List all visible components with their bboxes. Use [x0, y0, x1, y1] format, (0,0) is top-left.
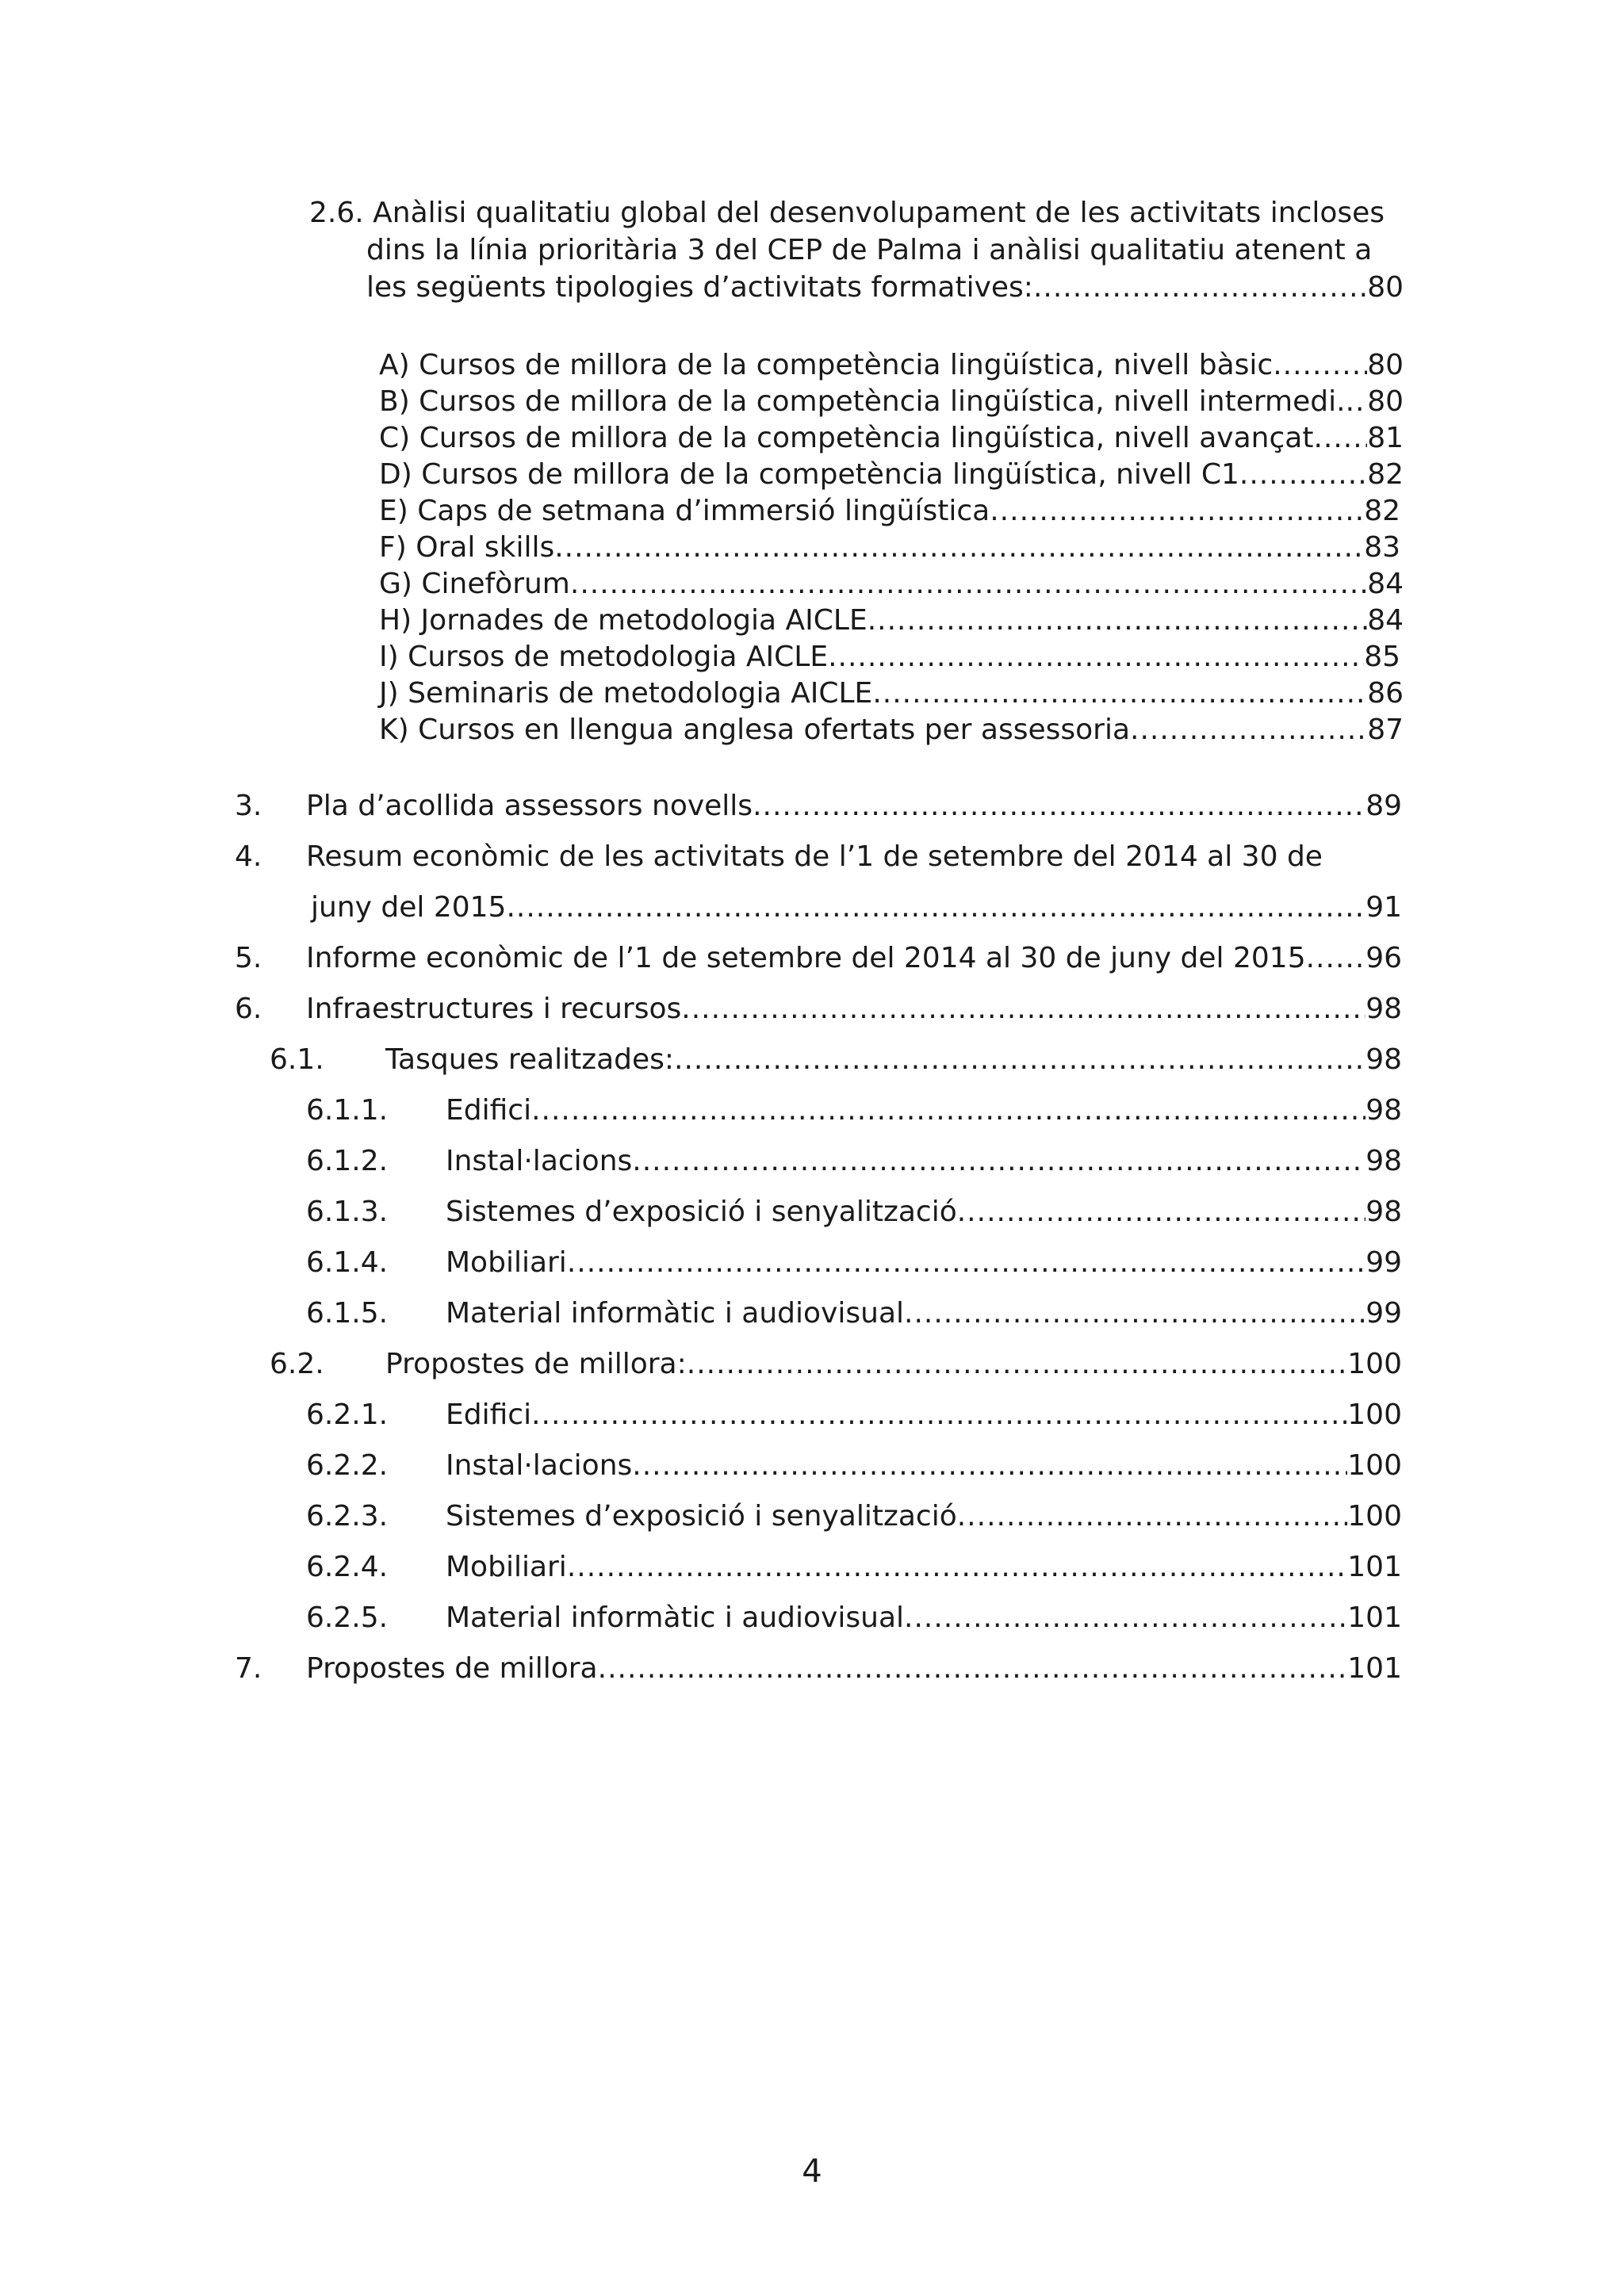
- toc-number-6-1-1: 6.1.1.: [306, 1094, 389, 1127]
- toc-entry-text: juny del 2015: [311, 891, 507, 924]
- dot-leader: [957, 1498, 1348, 1535]
- toc-page-number: 80: [1367, 271, 1404, 304]
- dot-leader: [904, 1600, 1347, 1636]
- toc-page-number: 98: [1365, 1196, 1402, 1228]
- toc-number-5: 5.: [235, 942, 262, 974]
- toc-entry-text: J) Seminaris de metodologia AICLE: [379, 677, 873, 710]
- toc-number-3: 3.: [235, 790, 262, 822]
- toc-page-number: 101: [1347, 1601, 1402, 1634]
- toc-number-6-2: 6.2.: [270, 1348, 324, 1380]
- toc-number-6-2-4: 6.2.4.: [306, 1551, 389, 1583]
- dot-leader: [1313, 420, 1367, 457]
- toc-entry-text: B) Cursos de millora de la competència lingüística, nivell intermedi.: [379, 385, 1346, 418]
- toc-page-number: 86: [1367, 677, 1404, 710]
- toc-number-6-2-1: 6.2.1.: [306, 1399, 389, 1431]
- toc-page-number: 98: [1365, 1043, 1402, 1076]
- toc-entry-text: Propostes de millora:: [385, 1348, 687, 1380]
- dot-leader: [632, 1143, 1365, 1180]
- dot-leader: [904, 1295, 1365, 1332]
- dot-leader: [567, 1245, 1365, 1281]
- toc-entry-text: Infraestructures i recursos: [306, 993, 682, 1025]
- subitem-f[interactable]: [379, 530, 1400, 566]
- toc-page-number: 100: [1347, 1449, 1402, 1482]
- toc-entry-text: Tasques realitzades:: [385, 1043, 675, 1076]
- toc-entry-text: Instal·lacions: [446, 1449, 633, 1482]
- subitem-b[interactable]: [379, 384, 1404, 420]
- toc-page-number: 80: [1367, 385, 1404, 418]
- dot-leader: [753, 788, 1365, 825]
- subitem-g[interactable]: [379, 566, 1404, 603]
- toc-entry-text: Sistemes d’exposició i senyalització: [446, 1196, 957, 1228]
- toc-page-number: 100: [1347, 1399, 1402, 1431]
- dot-leader: [567, 1549, 1347, 1586]
- toc-entry-6-2-4[interactable]: [446, 1549, 1402, 1586]
- toc-entry-text: Instal·lacions: [446, 1145, 633, 1177]
- toc-entry-text: Material informàtic i audiovisual: [446, 1601, 905, 1634]
- toc-entry-text: les següents tipologies d’activitats formatives:: [366, 271, 1033, 304]
- toc-page-number: 101: [1347, 1652, 1402, 1685]
- toc-entry-6-1-3[interactable]: [446, 1194, 1402, 1230]
- dot-leader: [674, 1042, 1365, 1078]
- toc-entry-6-2-2[interactable]: [446, 1448, 1402, 1484]
- toc-entry-6-1[interactable]: [385, 1042, 1402, 1078]
- subitem-j[interactable]: [379, 675, 1404, 712]
- toc-entry-text: Mobiliari: [446, 1246, 567, 1279]
- toc-entry-text: Propostes de millora: [306, 1652, 598, 1685]
- toc-page-number: 85: [1364, 641, 1400, 673]
- toc-page-number: 87: [1367, 714, 1404, 746]
- toc-page-number: 98: [1365, 1145, 1402, 1177]
- toc-entry-6-2[interactable]: [385, 1346, 1402, 1383]
- page-number: 4: [802, 2153, 822, 2190]
- dot-leader: [872, 675, 1367, 712]
- toc-page-number: 84: [1367, 604, 1404, 637]
- dot-leader: [531, 1093, 1365, 1129]
- toc-page-number: 96: [1365, 942, 1402, 974]
- dot-leader: [570, 566, 1367, 603]
- section-2-6-line3[interactable]: [366, 270, 1404, 306]
- toc-page-number: 99: [1365, 1246, 1402, 1279]
- dot-leader: [957, 1194, 1365, 1230]
- toc-page-number: 101: [1347, 1551, 1402, 1583]
- toc-number-6-1-4: 6.1.4.: [306, 1246, 389, 1279]
- toc-entry-text: Edifici: [446, 1399, 532, 1431]
- toc-number-6-1: 6.1.: [270, 1043, 324, 1076]
- toc-entry-text: A) Cursos de millora de la competència lingüística, nivell bàsic: [379, 349, 1274, 381]
- dot-leader: [1033, 270, 1367, 306]
- subitem-c[interactable]: [379, 420, 1404, 457]
- toc-number-6-1-5: 6.1.5.: [306, 1297, 389, 1330]
- toc-page-number: 100: [1347, 1500, 1402, 1533]
- toc-entry-text: Pla d’acollida assessors novells: [306, 790, 753, 822]
- toc-page-number: 100: [1347, 1348, 1402, 1380]
- dot-leader: [1273, 347, 1367, 384]
- subitem-i[interactable]: [379, 639, 1400, 675]
- dot-leader: [681, 991, 1365, 1027]
- dot-leader: [632, 1448, 1347, 1484]
- toc-entry-text: C) Cursos de millora de la competència lingüística, nivell avançat: [379, 422, 1314, 454]
- toc-page-number: 91: [1365, 891, 1402, 924]
- subitem-e[interactable]: [379, 493, 1400, 530]
- toc-entry-text: Informe econòmic de l’1 de setembre del 2014 al 30 de juny del 2015: [306, 942, 1306, 974]
- toc-page-number: 84: [1367, 568, 1404, 600]
- toc-entry-6-1-4[interactable]: [446, 1245, 1402, 1281]
- toc-page-number: 83: [1364, 531, 1400, 564]
- toc-page-number: 80: [1367, 349, 1404, 381]
- toc-number-6-1-2: 6.1.2.: [306, 1145, 389, 1177]
- toc-entry-4-line2[interactable]: [311, 890, 1402, 926]
- toc-entry-text: D) Cursos de millora de la competència lingüística, nivell C1: [379, 458, 1239, 491]
- toc-page-number: 98: [1365, 1094, 1402, 1127]
- toc-entry-6-1-1[interactable]: [446, 1093, 1402, 1129]
- subitem-h[interactable]: [379, 603, 1404, 639]
- toc-entry-3[interactable]: [306, 788, 1402, 825]
- dot-leader: [598, 1651, 1348, 1687]
- dot-leader: [1239, 457, 1367, 493]
- toc-entry-text: Material informàtic i audiovisual: [446, 1297, 905, 1330]
- toc-page-number: 89: [1365, 790, 1402, 822]
- toc-entry-text: Mobiliari: [446, 1551, 567, 1583]
- dot-leader: [1130, 712, 1367, 748]
- toc-entry-text: E) Caps de setmana d’immersió lingüística: [379, 495, 990, 527]
- subitem-a[interactable]: [379, 347, 1404, 384]
- dot-leader: [531, 1397, 1347, 1433]
- dot-leader: [868, 603, 1367, 639]
- toc-entry-6-2-5[interactable]: [446, 1600, 1402, 1636]
- dot-leader: [687, 1346, 1348, 1383]
- section-2-6-line2: dins la línia prioritària 3 del CEP de Palma i anàlisi qualitatiu atenent a: [366, 234, 1373, 266]
- dot-leader: [1346, 384, 1368, 420]
- toc-page-number: 82: [1364, 495, 1400, 527]
- toc-page-number: 98: [1365, 993, 1402, 1025]
- toc-entry-text: K) Cursos en llengua anglesa ofertats per assessoria: [379, 714, 1131, 746]
- toc-entry-6-1-2[interactable]: [446, 1143, 1402, 1180]
- subitem-d[interactable]: [379, 457, 1404, 493]
- toc-number-6: 6.: [235, 993, 262, 1025]
- toc-number-4: 4.: [235, 840, 262, 873]
- dot-leader: [1306, 940, 1366, 977]
- toc-entry-6[interactable]: [306, 991, 1402, 1027]
- dot-leader: [990, 493, 1364, 530]
- section-2-6-line1: 2.6. Anàlisi qualitatiu global del desenvolupament de les activitats incloses: [309, 197, 1385, 229]
- toc-entry-text: Sistemes d’exposició i senyalització: [446, 1500, 957, 1533]
- toc-entry-7[interactable]: [306, 1651, 1402, 1687]
- toc-entry-text: F) Oral skills: [379, 531, 555, 564]
- toc-entry-4-line1[interactable]: Resum econòmic de les activitats de l’1 de setembre del 2014 al 30 de: [306, 840, 1323, 873]
- toc-page-number: 99: [1365, 1297, 1402, 1330]
- toc-number-6-1-3: 6.1.3.: [306, 1196, 389, 1228]
- toc-number-7: 7.: [235, 1652, 262, 1685]
- toc-number-6-2-2: 6.2.2.: [306, 1449, 389, 1482]
- toc-entry-6-2-3[interactable]: [446, 1498, 1402, 1535]
- toc-number-6-2-3: 6.2.3.: [306, 1500, 389, 1533]
- toc-entry-6-1-5[interactable]: [446, 1295, 1402, 1332]
- toc-entry-text: G) Cinefòrum: [379, 568, 570, 600]
- toc-entry-6-2-1[interactable]: [446, 1397, 1402, 1433]
- toc-page-number: 82: [1367, 458, 1404, 491]
- toc-entry-5[interactable]: [306, 940, 1402, 977]
- dot-leader: [506, 890, 1365, 926]
- toc-entry-text: I) Cursos de metodologia AICLE: [379, 641, 829, 673]
- toc-entry-text: Edifici: [446, 1094, 532, 1127]
- toc-entry-text: H) Jornades de metodologia AICLE: [379, 604, 868, 637]
- subitem-k[interactable]: [379, 712, 1404, 748]
- toc-number-6-2-5: 6.2.5.: [306, 1601, 389, 1634]
- dot-leader: [828, 639, 1364, 675]
- toc-page-number: 81: [1367, 422, 1404, 454]
- dot-leader: [554, 530, 1364, 566]
